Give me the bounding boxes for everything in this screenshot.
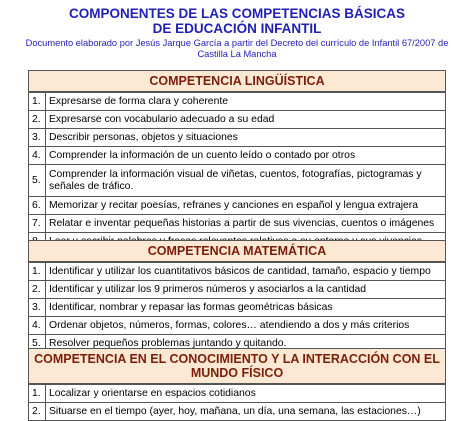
table-row (29, 281, 446, 299)
table-row (29, 215, 446, 233)
item-number: 1. (29, 385, 46, 403)
competence-table (28, 262, 446, 353)
table-row (29, 129, 446, 147)
item-text: Expresarse con vocabulario adecuado a su edad (46, 111, 446, 129)
item-text: Identificar y utilizar los cuantitativos básicos de cantidad, tamaño, espacio y tiempo (46, 263, 446, 281)
item-text: Expresarse de forma clara y coherente (46, 93, 446, 111)
item-text: Relatar e inventar pequeñas historias a partir de sus vivencias, cuentos o imágenes (46, 215, 446, 233)
section-linguistica (28, 70, 446, 251)
item-text: Identificar y utilizar los 9 primeros números y asociarlos a la cantidad (46, 281, 446, 299)
competence-table (28, 92, 446, 251)
table-row (29, 197, 446, 215)
document-subtitle (0, 38, 474, 60)
table-row (29, 93, 446, 111)
item-number: 2. (29, 281, 46, 299)
table-row (29, 403, 446, 421)
table-row (29, 111, 446, 129)
item-number: 7. (29, 215, 46, 233)
item-number: 4. (29, 317, 46, 335)
section-heading (28, 348, 446, 384)
item-number: 2. (29, 403, 46, 421)
heading-line-1: COMPETENCIA EN EL CONOCIMIENTO Y LA INTERACCIÓN CON EL (34, 352, 440, 366)
item-number: 5. (29, 335, 46, 353)
item-text: Comprender la información de un cuento leído o contado por otros (46, 147, 446, 165)
table-row (29, 165, 446, 197)
item-number: 1. (29, 93, 46, 111)
section-mundo-fisico (28, 348, 446, 421)
item-number: 4. (29, 147, 46, 165)
document-title (0, 6, 474, 36)
item-text: Resolver pequeños problemas juntando y quitando. (46, 335, 446, 353)
section-heading: COMPETENCIA MATEMÁTICA (28, 240, 446, 262)
item-text: Situarse en el tiempo (ayer, hoy, mañana, un día, una semana, las estaciones…) (46, 403, 446, 421)
subtitle-line-2: Castilla La Mancha (197, 49, 277, 59)
table-row (29, 263, 446, 281)
table-row (29, 385, 446, 403)
item-number: 1. (29, 263, 46, 281)
item-number: 2. (29, 111, 46, 129)
table-row (29, 299, 446, 317)
title-line-2: DE EDUCACIÓN INFANTIL (152, 21, 322, 36)
section-matematica (28, 240, 446, 353)
item-text: Identificar, nombrar y repasar las formas geométricas básicas (46, 299, 446, 317)
item-number: 5. (29, 165, 46, 197)
item-text: Describir personas, objetos y situaciones (46, 129, 446, 147)
item-number: 6. (29, 197, 46, 215)
section-heading: COMPETENCIA LINGÜÍSTICA (28, 70, 446, 92)
item-text: Localizar y orientarse en espacios cotidianos (46, 385, 446, 403)
item-number: 3. (29, 129, 46, 147)
subtitle-line-1: Documento elaborado por Jesús Jarque García a partir del Decreto del currículo de Infantil 67/2007 de (25, 38, 449, 48)
item-text: Ordenar objetos, números, formas, colores… atendiendo a dos y más criterios (46, 317, 446, 335)
item-text: Memorizar y recitar poesías, refranes y canciones en español y lengua extrajera (46, 197, 446, 215)
title-line-1: COMPONENTES DE LAS COMPETENCIAS BÁSICAS (68, 6, 406, 21)
table-row (29, 317, 446, 335)
document-header (0, 6, 474, 60)
heading-line-2: MUNDO FÍSICO (190, 366, 284, 380)
competence-table (28, 384, 446, 421)
item-text: Comprender la información visual de viñetas, cuentos, fotografías, pictogramas y señales de tráfico. (46, 165, 446, 197)
item-number: 3. (29, 299, 46, 317)
table-row (29, 147, 446, 165)
